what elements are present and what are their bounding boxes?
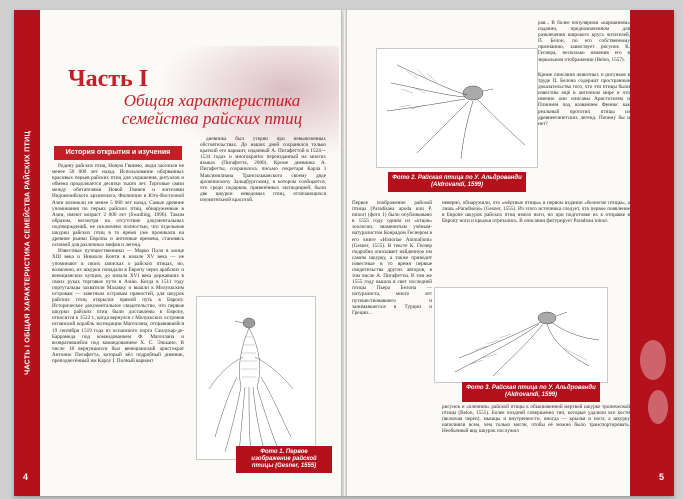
figure-1-caption: Фото 1. Первое изображение райской птицы (Gesner, 1555) [236, 446, 332, 473]
figure-2-bird-illustration [376, 48, 538, 168]
figure-3-bird-illustration [434, 287, 608, 383]
right-column-g: рисунок и «пленник» райской птицы к обыкновенной мертвой шкурке тропической птицы (Belon, 1555). Более поздний совершенно тип, которые удалили все кости (включая череп), мышцы и внутренности, иногда — крылья и ноги, а шкурку наполняли всем, чем только могли, чтобы её можно было транспортировать. Необычный вид шкурок послужил [442, 404, 630, 435]
figure-3-caption: Фото 3. Райская птица по У. Альдрованди (Aldrovandi, 1599) [462, 382, 600, 402]
right-page [344, 10, 674, 496]
right-column-b: рая... В более популярном «карманном» издании, предназначенном для развлечения широкого круга читателей, П. Белон, по его собственному признанию, заимствует рисунок К. Геснера, несколько изменив его в зеркальном отображении (Belon, 1557). [538, 20, 630, 63]
open-book [14, 10, 674, 496]
paragraph: дневника был утерян при невыясненных обстоятельствах. До наших дней сохранился только краткий его вариант, изданный А. Пигафеттой в 1524—1534 годах и многократно переизданный на многих языках (Пигафетта, 2000). Кроме дневника А. Пигафетты, сохранилось письмо секретаря Карла I Максимилиана Трансильванского своему дяде архиепископу Зальцбургскому, в котором сообщается, что среди подарков, привезённых экспедицией, были две шкурки неведомых птиц, отличающихся изумительной красотой. [200, 136, 326, 203]
section-heading: История открытия и изучения [54, 146, 182, 160]
chapter-subtitle: Общая характеристика семейства райских птиц [121, 91, 303, 128]
left-column-1 [52, 163, 184, 364]
book-spine [341, 10, 347, 496]
figure-2-caption: Фото 2. Райская птица по У. Альдрованди (Aldrovandi, 1599) [388, 172, 526, 192]
page-number-left: 4 [23, 472, 29, 482]
right-column-d: Первое изображение райской птицы (Paradisaea apoda или P. minor) (фото 1) было опубликовано в 1555 году одним из «отцов» зоологии, знаменитым учёным-натуралистом Конрадом Геснером в его книге «Historiae Animalium» (Gesner, 1555). В тексте К. Геснер подробно описывает найденную им самим шкурку, а также приводит известные в то время первые свидетельства других авторов, в том числе А. Пигафетты. В том же 1555 году вышла в свет последней птицы Пьера Белона — натуралиста, много лет путешествовавшего и занимавшегося в Турции и Греции... [352, 200, 432, 316]
feather-decoration [648, 390, 668, 424]
paragraph: Родину райских птиц, Новую Гвинею, люди заселили не менее 50 000 лет назад. Использование оборванных красивых перьев райских птиц для украшения, ритуалов и обмена продолжается десятки тысяч лет. Торговые связи между обитателями Новой Гвинеи и жителями Индонезийского архипелага, Филиппин и Юго-Восточной Азии возникли не менее 5 000 лет назад. Самые древние упоминания по перьях райских птиц, обнаруженные в Азии, имеют возраст 2 000 лет (Swadling, 1996). Таким образом, несмотря на отсутствие документальных подтверждений, не исключено полностью, что отдельные шкурки райских птиц в то время уже проникали на древние рынки Европы и античные времена, становясь основой для различных мифов и легенд. [52, 163, 184, 249]
right-column-c: Кроме описания животных и рисунков в труде П. Белона содержат пространные доказательства того, что эти птицы были известны ещё в античном мире и что именно они описаны Аристотелем и Плинием под названием Феникс как реальный прототип птицы из древнеегипетских легенд. Почему бы и нет? [538, 72, 630, 127]
figure-1-bird-illustration [196, 296, 316, 460]
bird-engraving-icon [377, 49, 537, 167]
right-column-e: неверно, обнаружили, что «мёртвые птицы» в первом издании «безногие птицы», а лишь «Paradiseus» (Gesner, 1555). Из этого источника следует, что первое появление в Европе шкурок райских птиц имело ноги, но при подготовке их к отправке в Европу ноги и крылья отрезались. В описании фигурирует Paradisea minor. [442, 200, 630, 225]
right-side-band [630, 10, 674, 496]
side-band-title: ЧАСТЬ I ОБЩАЯ ХАРАКТЕРИСТИКА СЕМЕЙСТВА РАЙСКИХ ПТИЦ [22, 131, 32, 375]
feather-decoration [640, 340, 666, 380]
part-title: Часть I [68, 66, 149, 92]
left-column-2 [200, 136, 326, 203]
paragraph: Известные путешественники — Марко Поло в конце XIII века и Никколо Конти в начале XV века — не упоминают в своих записках о райских птицах, но, возможно, их шкурки попадали в Европу через арабских и венецианских купцов, до начала XVI века державших в своих руках торговые пути в Азию. Когда в 1511 году португальцы захватили Малакку и вышли к Молуккским островам — заветным островам пряностей, для шкурок райских птиц открылся прямой путь в Европу. Историческое документальное свидетельство, что первые шкурки райских птиц были доставлены в Европу, относится к 1522 г., когда вернулся с Молуккских островов испанский корабль экспедиции Магеллана, отправившейся 19 сентября 1519 года из испанского порта Санлукар-де-Баррамеда под командованием Ф. Магеллана и возвратившейся под командованием Х. С. Элькано. В числе 18 вернувшихся был венецианский аристократ Антонио Пигафетта, который вёл подробный дневник, преподнесённый им Карлу I. Полный вариант [52, 248, 184, 364]
page-number-right: 5 [658, 472, 664, 482]
bird-engraving-icon [197, 297, 315, 459]
left-side-band [14, 10, 40, 496]
bird-engraving-icon [435, 288, 607, 382]
left-page [14, 10, 344, 496]
